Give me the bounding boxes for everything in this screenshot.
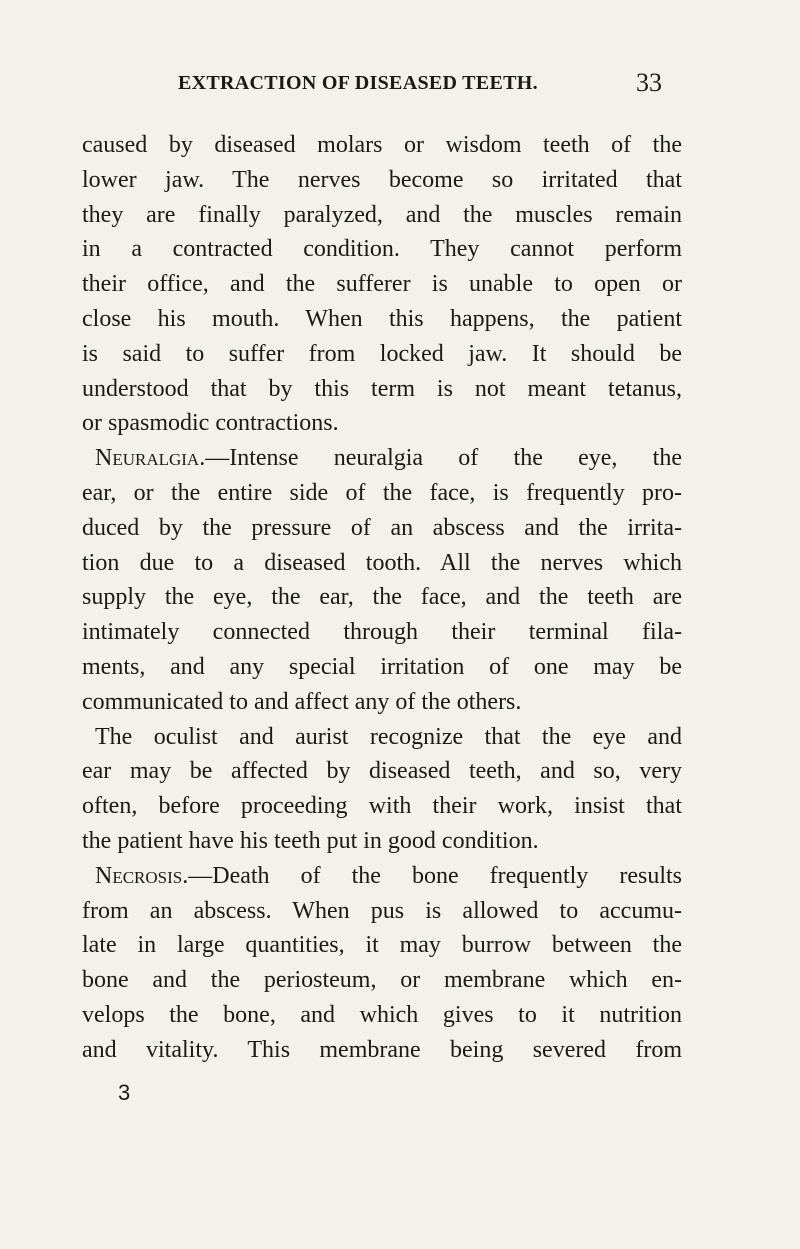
text-run: —Death of the bone frequently results xyxy=(188,862,682,889)
text-line: ments, and any special irritation of one may be xyxy=(82,653,682,680)
text-line xyxy=(82,441,682,476)
text-line: bone and the periosteum, or membrane which en- xyxy=(82,967,682,994)
text-line: is said to suffer from locked jaw. It should be xyxy=(82,340,682,367)
section-heading-neuralgia: Neuralgia. xyxy=(95,445,206,472)
text-line: supply the eye, the ear, the face, and the teeth are xyxy=(82,584,682,611)
text-line: in a contracted condition. They cannot perform xyxy=(82,236,682,263)
text-line: often, before proceeding with their work, insist that xyxy=(82,793,682,820)
text-line: communicated to and affect any of the others. xyxy=(82,688,522,715)
text-line: ear may be affected by diseased teeth, and so, very xyxy=(82,758,682,785)
text-line: intimately connected through their terminal fila- xyxy=(82,619,682,646)
text-line: late in large quantities, it may burrow between the xyxy=(82,932,682,959)
text-run: —Intense neuralgia of the eye, the xyxy=(205,445,682,472)
text-line: caused by diseased molars or wisdom teeth of the xyxy=(82,132,682,158)
text-line: ear, or the entire side of the face, is frequently pro- xyxy=(82,479,682,506)
text-line: their office, and the sufferer is unable to open or xyxy=(82,271,682,298)
running-head: EXTRACTION OF DISEASED TEETH. xyxy=(178,72,538,94)
text-line: and vitality. This membrane being severed from xyxy=(82,1036,682,1063)
text-line: close his mouth. When this happens, the patient xyxy=(82,305,682,332)
text-line: lower jaw. The nerves become so irritated that xyxy=(82,166,682,193)
text-line: tion due to a diseased tooth. All the nerves which xyxy=(82,549,682,576)
section-heading-necrosis: Necrosis. xyxy=(95,862,189,889)
text-line: from an abscess. When pus is allowed to accumu- xyxy=(82,897,682,924)
page-number: 33 xyxy=(636,68,662,97)
text-line: understood that by this term is not meant tetanus, xyxy=(82,375,682,402)
text-line: velops the bone, and which gives to it nutrition xyxy=(82,1001,682,1028)
text-line: or spasmodic contractions. xyxy=(82,410,339,437)
text-line: The oculist and aurist recognize that the eye and xyxy=(95,723,682,750)
signature-mark: 3 xyxy=(118,1080,131,1105)
text-line: duced by the pressure of an abscess and the irrita- xyxy=(82,514,682,541)
text-line: the patient have his teeth put in good condition. xyxy=(82,827,539,854)
text-line xyxy=(82,859,682,894)
body-text xyxy=(82,128,682,1068)
text-line: they are finally paralyzed, and the muscles remain xyxy=(82,201,682,228)
